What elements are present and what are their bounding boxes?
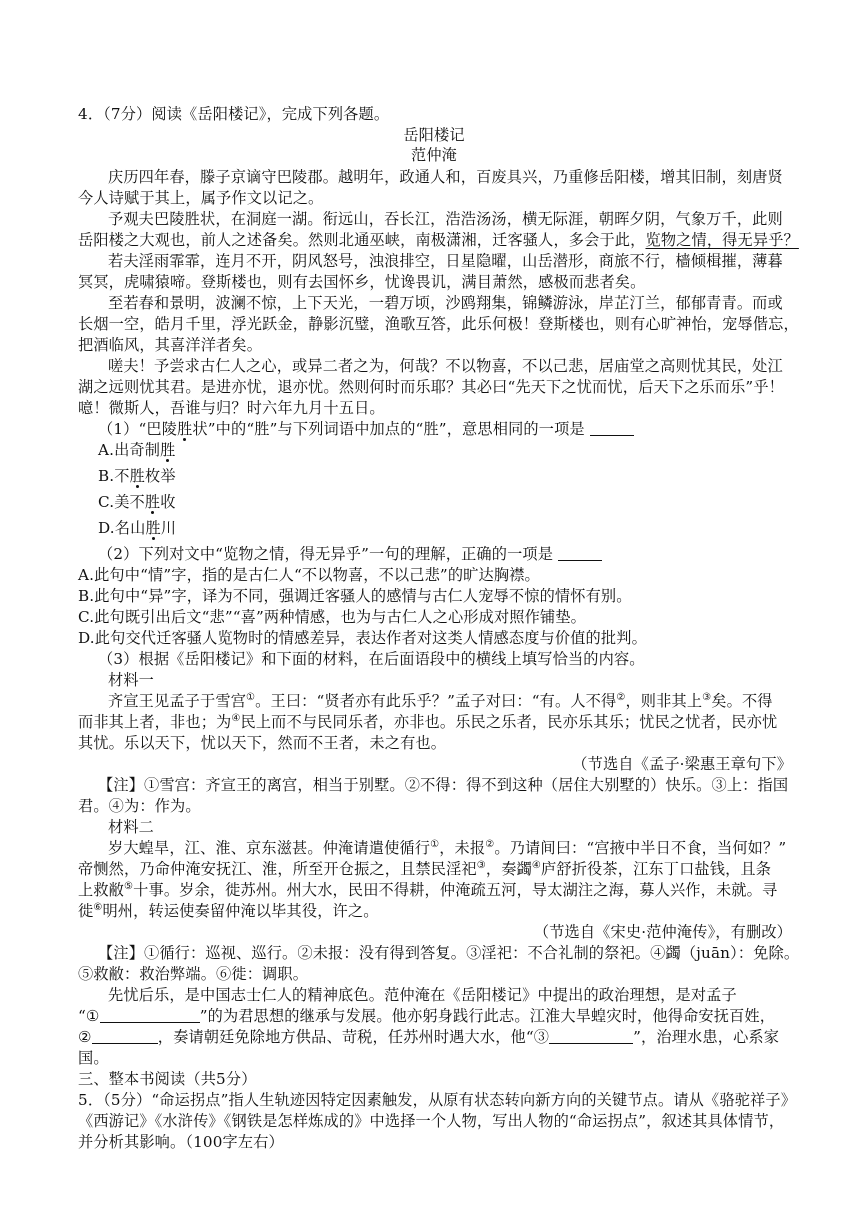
- material1-label: 材料一: [108, 671, 155, 689]
- section3-heading: 三、整本书阅读（共5分）: [78, 1070, 257, 1088]
- passage-p2-text: 岳阳楼之大观也，前人之述备矣。然则北通巫峡，南极潇湘，迁客骚人，多会于此，: [78, 231, 646, 249]
- q4-sub2-option-d: D.此句交代迁客骚人览物时的情感差异，表达作者对这类人情感态度与价值的批判。: [78, 629, 647, 647]
- passage-p2-line2: [78, 230, 798, 251]
- material1-line1: 齐宣王见孟子于雪宫①。王曰：“贤者亦有此乐乎？”孟子对曰：“有。人不得②，则非其上③矣。不得: [108, 691, 773, 710]
- q4-sub2-option-c: C.此句既引出后文“悲”“喜”两种情感，也为与古仁人之心形成对照作铺垫。: [78, 608, 586, 626]
- material2-note-line2: ⑤救敝：救治弊端。⑥徙：调职。: [78, 965, 309, 983]
- material2-line1: 岁大蝗旱，江、淮、京东滋甚。仲淹请遣使循行①，未报②。乃请间曰：“宫掖中半日不食，当何如？”: [108, 838, 787, 857]
- fill-paragraph-line2: “① ”的为君思想的继承与发展。他亦躬身践行此志。江淮大旱蝗灾时，他得命安抚百姓，: [78, 1007, 776, 1025]
- passage-p1-line1: 庆历四年春，滕子京谪守巴陵郡。越明年，政通人和，百废具兴，乃重修岳阳楼，增其旧制，刻唐贤: [108, 168, 783, 186]
- q4-sub1-stem: （1）“巴陵胜状”中的“胜”与下列词语中加点的“胜”，意思相同的一项是: [98, 419, 818, 440]
- fill-paragraph-line1: 先忧后乐，是中国志士仁人的精神底色。范仲淹在《岳阳楼记》中提出的政治理想，是对孟子: [108, 986, 737, 1004]
- passage-p5-line3: 噫！微斯人，吾谁与归？时六年九月十五日。: [78, 399, 385, 417]
- material2-line2: 帝恻然，乃命仲淹安抚江、淮，所至开仓振之，且禁民淫祀③，奏蠲④庐舒折役茶，江东丁口盐钱，且条: [78, 859, 772, 878]
- material1-line3: 其忧。乐以天下，忧以天下，然而不王者，未之有也。: [78, 734, 447, 752]
- q4-sub1-option-c: C.美不胜收: [98, 493, 176, 511]
- passage-p1-line2: 今人诗赋于其上，属予作文以记之。: [78, 189, 324, 207]
- q5-line1: 5．（5分）“命运拐点”指人生轨迹因特定因素触发，从原有状态转向新方向的关键节点。请从《骆驼祥子》: [78, 1091, 797, 1109]
- q4-sub3-stem: （3）根据《岳阳楼记》和下面的材料，在后面语段中的横线上填写恰当的内容。: [98, 650, 645, 668]
- material2-label: 材料二: [108, 818, 155, 836]
- fill-blank-1[interactable]: [100, 1007, 200, 1023]
- passage-author: 范仲淹: [410, 146, 457, 164]
- underlined-sentence: 览物之情，得无异乎？: [645, 231, 799, 249]
- material1-note-line1: 【注】①雪宫：齐宣王的离宫，相当于别墅。②不得：得不到这种（居住大别墅的）快乐。③上：指国: [98, 776, 789, 794]
- material2-line4: 徙⑥明州，转运使奏留仲淹以毕其役，许之。: [78, 901, 379, 920]
- passage-p5-line1: 嗟夫！予尝求古仁人之心，或异二者之为，何哉？不以物喜，不以己悲，居庙堂之高则忧其民，处江: [108, 357, 783, 375]
- q4-sub1-option-b: B.不胜枚举: [98, 467, 176, 485]
- passage-p2-line1: 予观夫巴陵胜状，在洞庭一湖。衔远山，吞长江，浩浩汤汤，横无际涯，朝晖夕阴，气象万千，此则: [108, 210, 783, 228]
- q5-line2: 《西游记》《水浒传》《钢铁是怎样炼成的》中选择一个人物，写出人物的“命运拐点”，叙述其具体情节，: [78, 1112, 785, 1130]
- q5-line3: 并分析其影响。（100字左右）: [78, 1133, 284, 1151]
- fill-blank-3[interactable]: [549, 1028, 633, 1044]
- q4-sub2-option-a: A.此句中“情”字，指的是古仁人“不以物喜，不以己悲”的旷达胸襟。: [78, 566, 540, 584]
- q4-sub2-stem: （2）下列对文中“览物之情，得无异乎”一句的理解，正确的一项是: [98, 544, 818, 565]
- answer-blank[interactable]: [590, 420, 634, 436]
- material1-note-line2: 君。④为：作为。: [78, 797, 201, 815]
- passage-title: 岳阳楼记: [403, 126, 465, 144]
- q4-header: 4．（7分）阅读《岳阳楼记》，完成下列各题。: [78, 105, 390, 123]
- passage-p5-line2: 湖之远则忧其君。是进亦忧，退亦忧。然则何时而乐耶？其必曰“先天下之忧而忧，后天下之乐而乐”乎！: [78, 378, 785, 396]
- fill-paragraph-line4: 国。: [78, 1049, 109, 1067]
- dotted-char: 胜: [177, 420, 193, 438]
- answer-blank[interactable]: [558, 545, 602, 561]
- q4-sub1-option-d: D.名山胜川: [98, 519, 177, 537]
- passage-p4-line1: 至若春和景明，波澜不惊，上下天光，一碧万顷，沙鸥翔集，锦鳞游泳，岸芷汀兰，郁郁青青。而或: [108, 294, 783, 312]
- passage-p4-line2: 长烟一空，皓月千里，浮光跃金，静影沉璧，渔歌互答，此乐何极！登斯楼也，则有心旷神怡，宠辱偕忘，: [78, 315, 799, 333]
- q4-sub2-option-b: B.此句中“异”字，译为不同，强调迁客骚人的感情与古仁人宠辱不惊的情怀有别。: [78, 587, 632, 605]
- material2-source: （节选自《宋史·范仲淹传》，有删改）: [533, 923, 792, 941]
- material2-line3: 上救敝⑤十事。岁余，徙苏州。州大水，民田不得耕，仲淹疏五河，导太湖注之海，募人兴作，未就。寻: [78, 880, 778, 899]
- fill-paragraph-line3: ② ，奏请朝廷免除地方供品、苛税，任苏州时遇大水，他“③ ”，治理水患，心系家: [78, 1028, 780, 1046]
- material1-line2: 而非其上者，非也；为④民上而不与民同乐者，亦非也。乐民之乐者，民亦乐其乐；忧民之忧者，民亦忧: [78, 712, 778, 731]
- passage-p3-line1: 若夫淫雨霏霏，连月不开，阴风怒号，浊浪排空，日星隐曜，山岳潜形，商旅不行，樯倾楫摧，薄暮: [108, 252, 783, 270]
- passage-p4-line3: 把酒临风，其喜洋洋者矣。: [78, 336, 263, 354]
- q4-sub1-option-a: A.出奇制胜: [98, 441, 176, 459]
- material1-source: （节选自《孟子·梁惠王章句下》: [572, 755, 792, 773]
- passage-p3-line2: 冥冥，虎啸猿啼。登斯楼也，则有去国怀乡，忧谗畏讥，满目萧然，感极而悲者矣。: [78, 273, 646, 291]
- material2-note-line1: 【注】①循行：巡视、巡行。②未报：没有得到答复。③淫祀：不合礼制的祭祀。④蠲（juān）：免除。: [98, 944, 800, 962]
- fill-blank-2[interactable]: [92, 1028, 158, 1044]
